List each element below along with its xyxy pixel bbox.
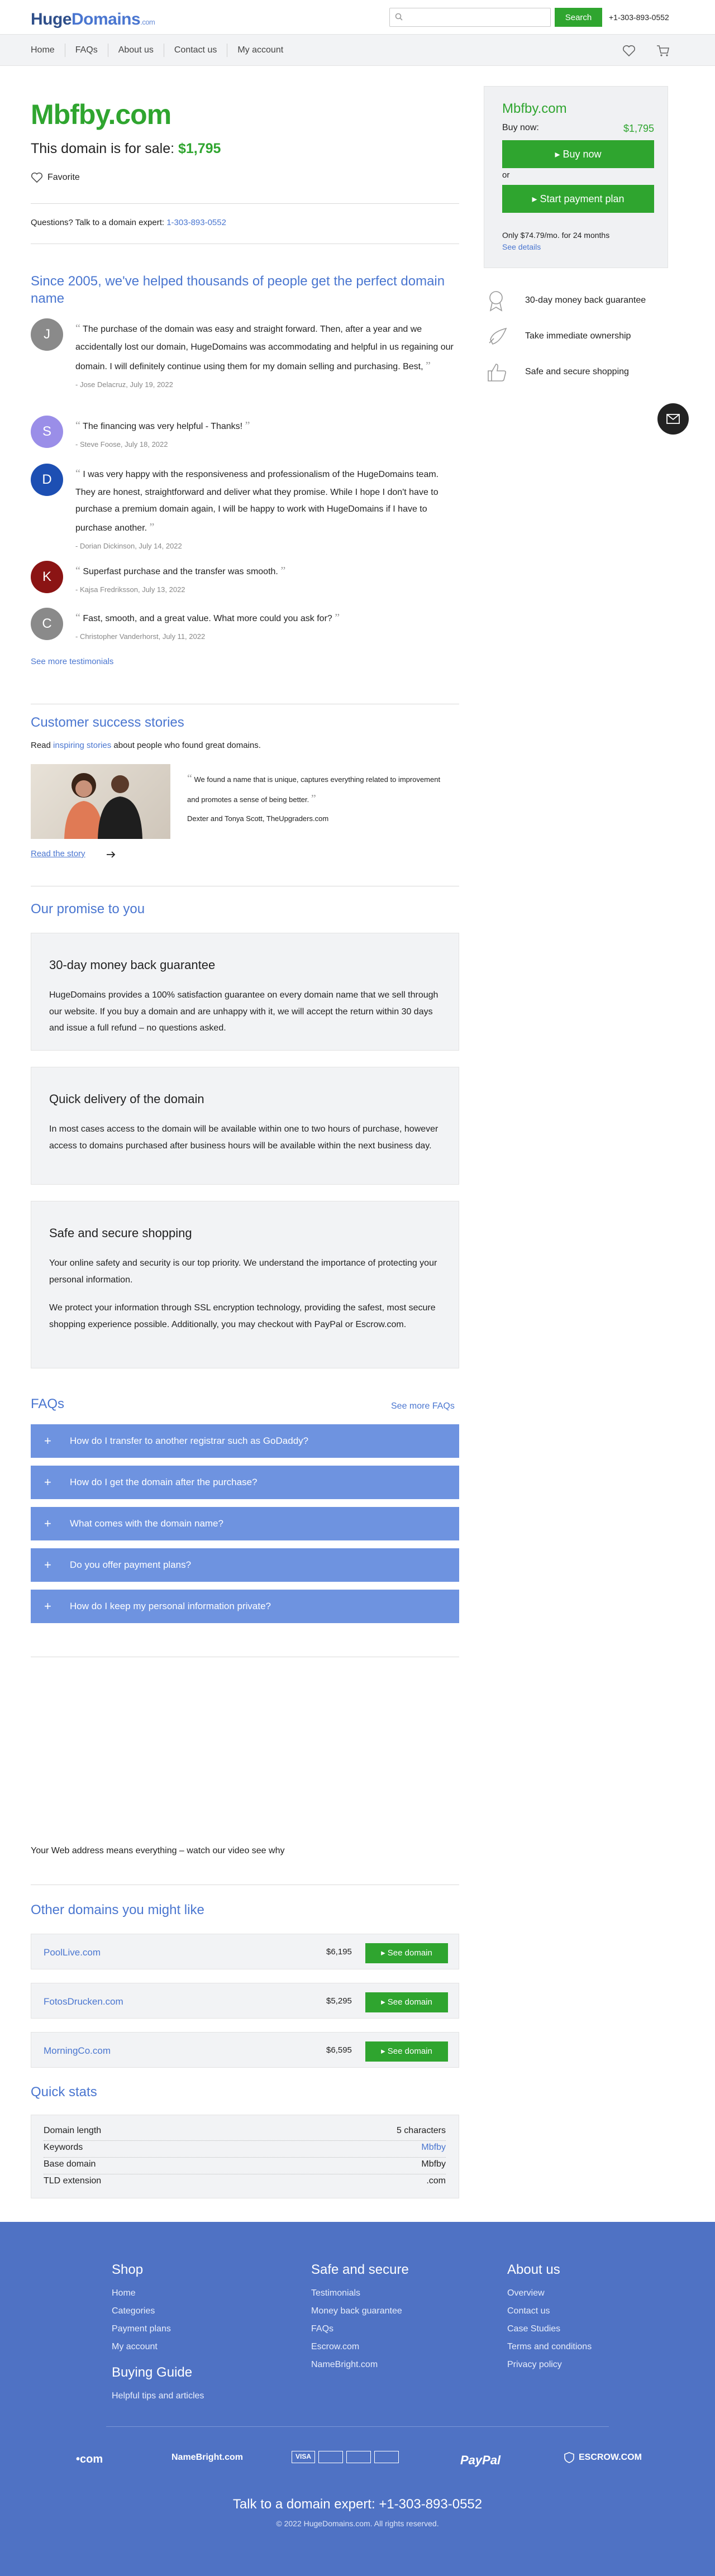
footer-link[interactable]: Home [112, 2288, 136, 2298]
promise-title: Our promise to you [31, 901, 145, 917]
buy-now-button[interactable]: ▸ Buy now [502, 140, 654, 168]
feature-label: Safe and secure shopping [525, 367, 629, 376]
testimonial-text: “ Fast, smooth, and a great value. What more could you ask for? ” - Christopher Vanderhorst, July 11, 2022 [75, 612, 340, 641]
footer-divider [106, 2426, 609, 2427]
faq-question: How do I keep my personal information private? [70, 1601, 271, 1611]
faq-title: FAQs [31, 1396, 65, 1411]
feature-ownership [484, 325, 631, 347]
stat-value: 5 characters [396, 2126, 446, 2135]
amex-logo [346, 2451, 371, 2463]
feature-money-back [484, 289, 646, 312]
footer-phone[interactable]: Talk to a domain expert: +1-303-893-0552 [232, 2497, 483, 2512]
footer-link[interactable]: Case Studies [507, 2324, 561, 2334]
nav-faqs[interactable]: FAQs [65, 44, 108, 57]
success-intro-post: about people who found great domains. [111, 741, 261, 750]
footer-heading: About us [507, 2262, 560, 2277]
for-sale-price: $1,795 [178, 141, 221, 156]
shield-icon [564, 2452, 574, 2463]
success-photo [31, 764, 170, 839]
mail-icon [657, 403, 689, 435]
footer-link[interactable]: Terms and conditions [507, 2342, 592, 2351]
sidebar-monthly: Only $74.79/mo. for 24 months [502, 231, 610, 240]
success-intro-pre: Read [31, 741, 54, 750]
other-domain-row [31, 1983, 459, 2019]
inspiring-stories-link[interactable]: inspiring stories [53, 741, 112, 750]
escrow-text: ESCROW.COM [579, 2453, 642, 2462]
avatar: J [31, 318, 63, 351]
buy-sidebar [484, 86, 668, 268]
footer-heading: Buying Guide [112, 2365, 193, 2380]
testimonial-body: Fast, smooth, and a great value. What more could you ask for? [83, 614, 332, 623]
escrow-logo [564, 2451, 642, 2464]
favorite-button[interactable] [31, 171, 80, 184]
footer-link[interactable]: Contact us [507, 2306, 550, 2316]
nav-account[interactable]: My account [227, 44, 293, 57]
promise-box-secure [31, 1201, 459, 1368]
plus-icon: + [44, 1516, 51, 1530]
faq-item[interactable] [31, 1590, 459, 1623]
stat-label: Keywords [44, 2143, 83, 2152]
testimonial-item [31, 416, 459, 449]
footer-link[interactable]: My account [112, 2342, 158, 2351]
footer-link[interactable]: FAQs [311, 2324, 334, 2334]
testimonial-body: I was very happy with the responsiveness and professionalism of the HugeDomains team. They are honest, straightforward and deliver what they promise. While I hope I don't have to purchase a premium domain again, I will be happy to work with HugeDomains if I have to purchase another. [75, 470, 439, 533]
plus-icon: + [44, 1434, 51, 1448]
footer-link[interactable]: Privacy policy [507, 2360, 562, 2369]
paypal-logo: PayPal [460, 2453, 501, 2467]
footer-link[interactable]: Helpful tips and articles [112, 2391, 204, 2401]
testimonial-text: “ The financing was very helpful - Thanks! ” - Steve Foose, July 18, 2022 [75, 419, 250, 449]
feature-label: Take immediate ownership [525, 331, 631, 341]
badge-icon [484, 289, 512, 312]
testimonial-author: - Jose Delacruz, July 19, 2022 [75, 380, 173, 389]
see-domain-button[interactable]: ▸ See domain [365, 1992, 448, 2012]
stat-row [44, 2124, 446, 2141]
testimonial-author: - Steve Foose, July 18, 2022 [75, 440, 168, 449]
testimonial-text: “ The purchase of the domain was easy and straight forward. Then, after a year and we accidentally lost our domain, HugeDomains was accommodating and helpful in us regaining our domain. I will definitely continue using them for my domain selling and purchasing. Best, ” - Jose Delacruz, July 19, 2022 [75, 322, 454, 389]
plus-icon: + [44, 1558, 51, 1572]
footer-link[interactable]: Escrow.com [311, 2342, 360, 2351]
promise-box-money-back [31, 933, 459, 1051]
cart-icon[interactable] [656, 45, 670, 57]
visa-logo: VISA [292, 2451, 315, 2463]
promise-box-text: In most cases access to the domain will be available within one to two hours of purchase, however access to domains purchased after business hours will be available within the next business day. [49, 1124, 438, 1151]
stat-value: Mbfby [421, 2159, 446, 2169]
see-domain-button[interactable]: ▸ See domain [365, 2041, 448, 2062]
footer-link[interactable]: Money back guarantee [311, 2306, 402, 2316]
promise-box-text: HugeDomains provides a 100% satisfaction guarantee on every domain name that we sell through our website. If you buy a domain and are unhappy with it, we will accept the return within 30 days and issue a full refund – no questions asked. [49, 990, 438, 1033]
feature-label: 30-day money back guarantee [525, 295, 646, 305]
other-domain-row [31, 1934, 459, 1969]
avatar: K [31, 561, 63, 593]
success-quote: “ We found a name that is unique, captures everything related to improvement and promotes a sense of being better. ” [187, 772, 441, 805]
footer-col-safe [311, 2260, 409, 2374]
mastercard-logo [318, 2451, 343, 2463]
payment-plan-button[interactable]: ▸ Start payment plan [502, 185, 654, 213]
footer-link[interactable]: Categories [112, 2306, 155, 2316]
footer-col-shop [112, 2260, 204, 2405]
for-sale-text: This domain is for sale: [31, 141, 175, 156]
avatar: D [31, 464, 63, 496]
promise-box-title: Quick delivery of the domain [49, 1092, 204, 1106]
other-domain-row [31, 2032, 459, 2068]
promise-box-text: Your online safety and security is our top priority. We understand the importance of protecting your personal information. [49, 1258, 437, 1285]
feature-secure [484, 361, 629, 383]
footer-heading: Safe and secure [311, 2262, 409, 2277]
expert-phone-link[interactable]: 1-303-893-0552 [166, 218, 226, 227]
footer-link[interactable]: Payment plans [112, 2324, 171, 2334]
sidebar-or: or [502, 170, 510, 180]
testimonial-body: Superfast purchase and the transfer was smooth. [83, 567, 278, 576]
testimonial-body: The financing was very helpful - Thanks! [83, 422, 243, 431]
plus-icon: + [44, 1475, 51, 1489]
quick-stats-box [31, 2115, 459, 2198]
see-details-link[interactable]: See details [502, 242, 541, 251]
other-domains-title: Other domains you might like [31, 1902, 204, 1917]
search-button[interactable]: Search [555, 8, 602, 27]
footer-link[interactable]: Overview [507, 2288, 545, 2298]
favorite-label: Favorite [47, 173, 80, 182]
divider [31, 203, 459, 204]
footer-col-about [507, 2260, 592, 2374]
site-logo[interactable] [31, 7, 155, 32]
nav-contact[interactable]: Contact us [164, 44, 227, 57]
testimonial-text: “ Superfast purchase and the transfer was smooth. ” - Kajsa Fredriksson, July 13, 2022 [75, 565, 286, 594]
logo-part-domains: Domains [72, 10, 141, 28]
testimonial-item [31, 464, 459, 551]
arrow-right-icon [106, 851, 116, 858]
plus-icon: + [44, 1599, 51, 1613]
other-domain-name[interactable]: MorningCo.com [44, 2045, 111, 2056]
favorites-heart-icon[interactable] [622, 45, 636, 57]
promise-box-title: Safe and secure shopping [49, 1226, 192, 1240]
rocket-icon [484, 325, 512, 347]
testimonials-title: Since 2005, we've helped thousands of people get the perfect domain name [31, 274, 445, 307]
footer-heading: Shop [112, 2262, 144, 2277]
avatar: S [31, 416, 63, 448]
logo-part-huge: Huge [31, 10, 72, 28]
chat-button[interactable] [657, 403, 689, 435]
faq-question: How do I get the domain after the purchase? [70, 1477, 258, 1487]
faq-question: Do you offer payment plans? [70, 1559, 192, 1570]
faq-item[interactable] [31, 1507, 459, 1540]
success-quote-text: We found a name that is unique, captures everything related to improvement and promotes a sense of being better. [187, 775, 441, 804]
testimonial-author: - Kajsa Fredriksson, July 13, 2022 [75, 585, 185, 594]
thumbs-up-icon [484, 361, 512, 383]
faq-item[interactable] [31, 1424, 459, 1458]
expert-text: Questions? Talk to a domain expert: [31, 218, 165, 227]
heart-icon [31, 172, 43, 183]
promise-box-delivery [31, 1067, 459, 1185]
other-domain-name[interactable]: FotosDrucken.com [44, 1996, 123, 2007]
nav-about[interactable]: About us [108, 44, 164, 57]
stat-value: .com [426, 2176, 446, 2186]
testimonial-item [31, 561, 459, 594]
sidebar-domain: Mbfby.com [502, 101, 567, 116]
other-domain-price: $5,295 [326, 1996, 352, 2006]
main-content [0, 66, 715, 2576]
sidebar-buy-label: Buy now: [502, 123, 539, 132]
stat-keyword-link[interactable]: Mbfby [421, 2143, 446, 2152]
nav-bar [0, 35, 715, 66]
faq-question: What comes with the domain name? [70, 1518, 223, 1529]
footer-link[interactable]: Testimonials [311, 2288, 361, 2298]
expert-line [31, 217, 226, 230]
success-title: Customer success stories [31, 715, 184, 730]
testimonial-author: - Christopher Vanderhorst, July 11, 2022 [75, 632, 206, 641]
stat-row [44, 2158, 446, 2174]
header-phone[interactable]: +1-303-893-0552 [609, 13, 669, 22]
quick-stats-title: Quick stats [31, 2084, 97, 2100]
dotcom-logo: •com [76, 2453, 103, 2465]
nav-home[interactable]: Home [31, 45, 55, 55]
avatar: C [31, 608, 63, 640]
success-names: Dexter and Tonya Scott, TheUpgraders.com [187, 814, 329, 823]
video-caption: Your Web address means everything – watch our video see why [31, 1846, 285, 1855]
payment-cards [292, 2451, 399, 2463]
copyright: © 2022 HugeDomains.com. All rights reserved. [276, 2519, 439, 2528]
faq-question: How do I transfer to another registrar such as GoDaddy? [70, 1435, 309, 1446]
promise-box-title: 30-day money back guarantee [49, 958, 216, 972]
for-sale-line [31, 139, 221, 160]
domain-title: Mbfby.com [31, 99, 171, 130]
sidebar-price: $1,795 [623, 123, 654, 134]
success-intro [31, 740, 261, 752]
stat-label: Base domain [44, 2159, 96, 2169]
faq-item[interactable] [31, 1466, 459, 1499]
testimonial-item [31, 608, 459, 641]
logo-part-tld: .com [140, 18, 155, 26]
more-faqs-link[interactable]: See more FAQs [391, 1401, 455, 1411]
search-icon [395, 13, 403, 21]
stat-label: Domain length [44, 2126, 102, 2135]
couple-photo-illustration [31, 764, 170, 839]
top-bar [0, 0, 715, 35]
faq-item[interactable] [31, 1548, 459, 1582]
stat-row [44, 2141, 446, 2158]
other-domain-name[interactable]: PoolLive.com [44, 1947, 101, 1958]
testimonial-body: The purchase of the domain was easy and straight forward. Then, after a year and we accidentally lost our domain, HugeDomains was accommodating and helpful in us regaining our domain. I will definitely continue using them for my domain selling and purchasing. Best, [75, 325, 454, 371]
footer-link[interactable]: NameBright.com [311, 2360, 378, 2369]
other-domain-price: $6,195 [326, 1947, 352, 1957]
footer [0, 2222, 715, 2576]
testimonial-item [31, 318, 459, 397]
testimonial-author: - Dorian Dickinson, July 14, 2022 [75, 542, 182, 551]
other-domain-price: $6,595 [326, 2045, 352, 2055]
namebright-logo: NameBright.com [171, 2453, 244, 2462]
stat-row [44, 2174, 446, 2191]
discover-logo [374, 2451, 399, 2463]
read-story-link[interactable]: Read the story [31, 849, 85, 858]
main-nav [31, 44, 293, 57]
search-input[interactable] [389, 8, 551, 27]
stat-label: TLD extension [44, 2176, 102, 2186]
more-testimonials-link[interactable]: See more testimonials [31, 657, 114, 666]
testimonial-text: “ I was very happy with the responsiveness and professionalism of the HugeDomains team. They are honest, straightforward and deliver what they promise. While I hope I don't have to purchase a premium domain again, I will be happy to work with HugeDomains if I have to purchase another. ” - Dorian Dickinson, July 14, 2022 [75, 468, 439, 551]
promise-box-text: We protect your information through SSL encryption technology, providing the safest, most secure shopping experience possible. Additionally, you may checkout with PayPal or Escrow.com. [49, 1303, 436, 1329]
see-domain-button[interactable]: ▸ See domain [365, 1943, 448, 1963]
